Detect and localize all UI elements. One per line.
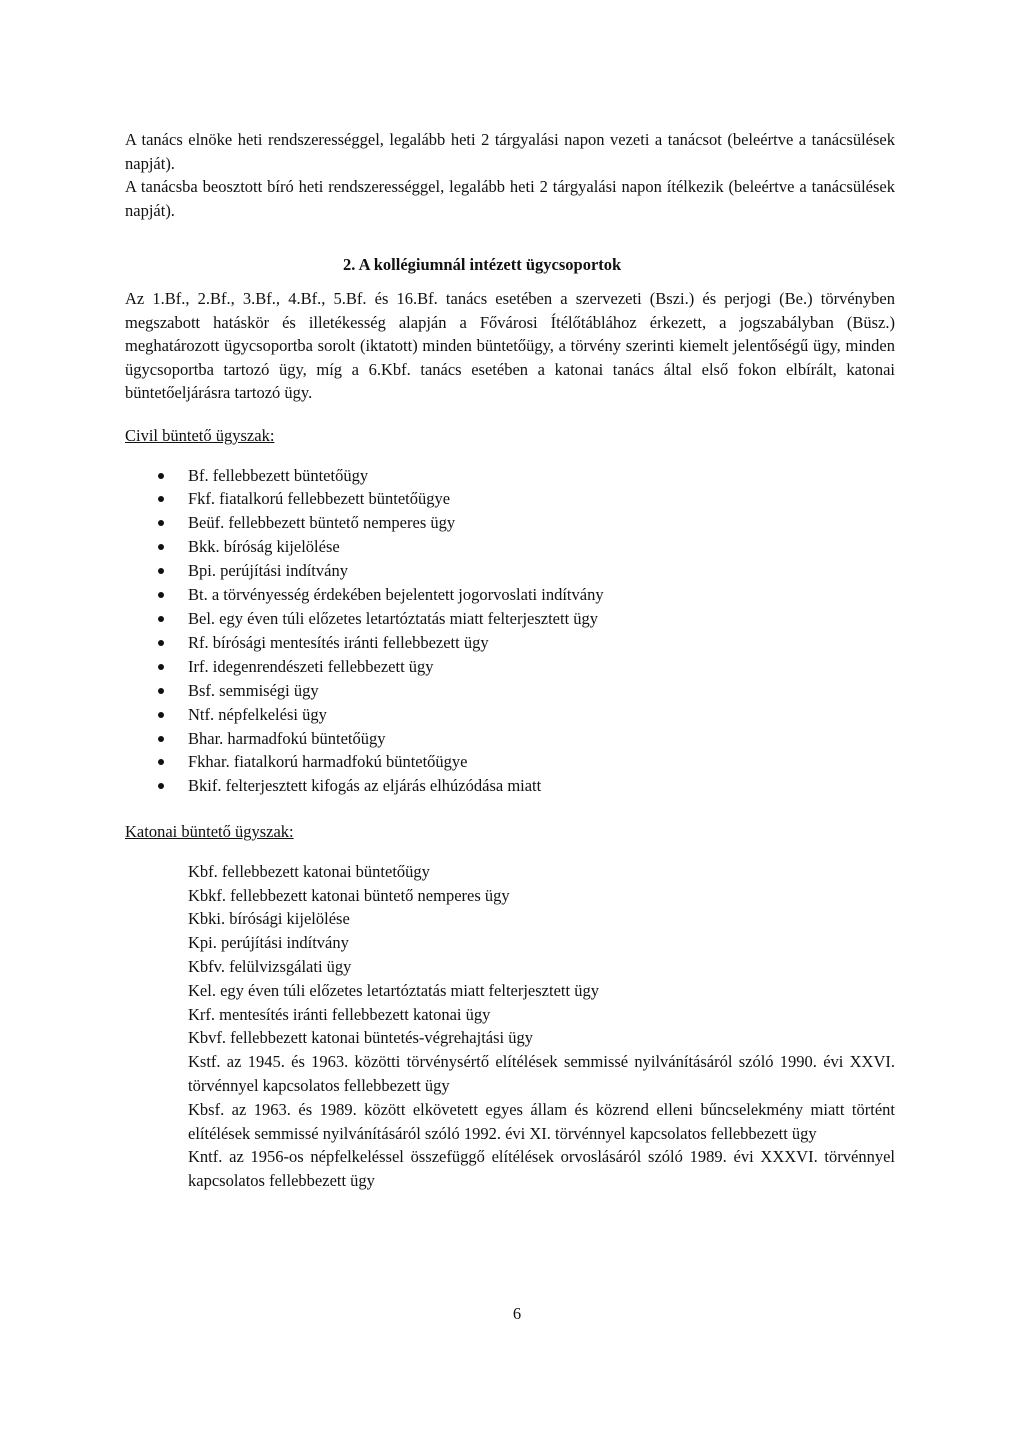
bullet-icon <box>158 592 164 598</box>
list-item: Bt. a törvényesség érdekében bejelentett jogorvoslati indítvány <box>125 583 895 607</box>
bullet-icon <box>158 712 164 718</box>
civil-section <box>125 405 895 798</box>
list-item: Bkif. felterjesztett kifogás az eljárás elhúzódása miatt <box>125 774 895 798</box>
civil-section-title: Civil büntető ügyszak: <box>125 425 275 445</box>
list-item: Kbvf. fellebbezett katonai büntetés-végrehajtási ügy <box>188 1028 533 1048</box>
bullet-icon <box>158 568 164 574</box>
list-item: Bf. fellebbezett büntetőügy <box>125 464 895 488</box>
paragraph-judge: A tanácsba beosztott bíró heti rendszerességgel, legalább heti 2 tárgyalási napon ítélkezik (beleértve a tanácsülések napját). <box>125 177 895 220</box>
list-item: Kbkf. fellebbezett katonai büntető nemperes ügy <box>188 885 510 905</box>
list-item: Fkhar. fiatalkorú harmadfokú büntetőügye <box>125 750 895 774</box>
list-item: Irf. idegenrendészeti fellebbezett ügy <box>125 655 895 679</box>
bullet-icon <box>158 640 164 646</box>
list-item: Krf. mentesítés iránti fellebbezett katonai ügy <box>188 1004 491 1024</box>
list-item: Kpi. perújítási indítvány <box>188 933 349 953</box>
list-item: Rf. bírósági mentesítés iránti fellebbezett ügy <box>125 631 895 655</box>
bullet-icon <box>158 664 164 670</box>
paragraph-chair: A tanács elnöke heti rendszerességgel, legalább heti 2 tárgyalási napon vezeti a tanácsot (beleértve a tanácsülések napját). <box>125 130 895 173</box>
list-item: Beüf. fellebbezett büntető nemperes ügy <box>125 511 895 535</box>
list-item: Bsf. semmiségi ügy <box>125 679 895 703</box>
intro-paragraph: Az 1.Bf., 2.Bf., 3.Bf., 4.Bf., 5.Bf. és 16.Bf. tanács esetében a szervezeti (Bszi.) és perjogi (Be.) törvényben megszabott hatáskör és illetékesség alapján a Fővárosi Ítélőtáblához érkezett, a jogszabályban (Büsz.) meghatározott ügycsoportba sorolt (iktatott) minden büntetőügy, a törvény szerinti kiemelt jelentőségű ügy, minden ügycsoportba tartozó ügy, míg a 6.Kbf. tanács esetében a katonai tanács által első fokon elbírált, katonai büntetőeljárásra tartozó ügy. <box>125 288 895 403</box>
list-item: Bel. egy éven túli előzetes letartóztatás miatt felterjesztett ügy <box>125 607 895 631</box>
list-item: Bpi. perújítási indítvány <box>125 559 895 583</box>
bullet-icon <box>158 736 164 742</box>
military-case-list <box>125 860 895 1193</box>
bullet-icon <box>158 759 164 765</box>
bullet-icon <box>158 783 164 789</box>
list-item: Fkf. fiatalkorú fellebbezett büntetőügye <box>125 487 895 511</box>
section-heading: 2. A kollégiumnál intézett ügycsoportok <box>343 255 622 275</box>
list-item: Kntf. az 1956-os népfelkeléssel összefüggő elítélések orvoslásáról szóló 1989. évi XXXVI. törvénnyel kapcsolatos fellebbezett ügy <box>188 1147 895 1191</box>
bullet-icon <box>158 544 164 550</box>
bullet-icon <box>158 688 164 694</box>
bullet-icon <box>158 473 164 479</box>
list-item: Kel. egy éven túli előzetes letartóztatás miatt felterjesztett ügy <box>188 980 599 1000</box>
civil-case-list <box>125 464 895 799</box>
page-content <box>125 128 895 1193</box>
page-number: 6 <box>512 1304 522 1323</box>
list-item: Ntf. népfelkelési ügy <box>125 703 895 727</box>
list-item: Kstf. az 1945. és 1963. közötti törvénysértő elítélések semmissé nyilvánításáról szóló 1990. évi XXVI. törvénnyel kapcsolatos fellebbezett ügy <box>188 1052 895 1095</box>
list-item: Kbki. bírósági kijelölése <box>188 909 350 929</box>
list-item: Kbfv. felülvizsgálati ügy <box>188 957 352 976</box>
military-section-title: Katonai büntető ügyszak: <box>125 822 294 842</box>
bullet-icon <box>158 520 164 526</box>
list-item: Bhar. harmadfokú büntetőügy <box>125 727 895 751</box>
bullet-icon <box>158 496 164 502</box>
list-item: Kbf. fellebbezett katonai büntetőügy <box>188 861 430 881</box>
bullet-icon <box>158 616 164 622</box>
military-section <box>125 820 895 1193</box>
list-item: Bkk. bíróság kijelölése <box>125 535 895 559</box>
list-item: Kbsf. az 1963. és 1989. között elkövetett egyes állam és közrend elleni bűncselekmény miatt történt elítélések semmissé nyilvánításáról szóló 1992. évi XI. törvénnyel kapcsolatos fellebbezett ügy <box>188 1099 895 1143</box>
